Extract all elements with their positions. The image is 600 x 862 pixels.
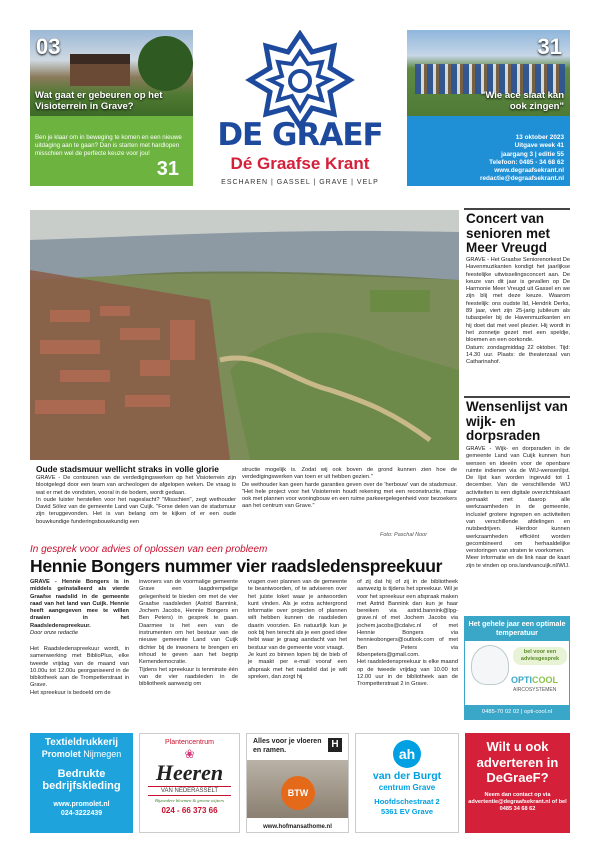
teaser-left-house [70, 54, 130, 86]
teaser-left-page: 03 [36, 34, 61, 59]
edition-phone: Telefoon: 0485 - 34 68 62 [489, 158, 564, 166]
side2-rule [464, 396, 570, 398]
heeren-slogan: Bijzondere bloemen & groene wijzers [154, 798, 225, 803]
edition-date: 13 oktober 2023 [515, 134, 564, 141]
teaser-right[interactable] [407, 30, 570, 116]
logo-places: ESCHAREN | GASSEL | GRAVE | VELP [221, 179, 379, 186]
ad-vanderburgt[interactable] [355, 733, 459, 833]
teaser-right-page: 31 [537, 34, 562, 59]
masthead [200, 30, 400, 200]
logo-wordmark: DE GRAEF [217, 117, 383, 153]
story2-byline: Door onze redactie [30, 630, 79, 636]
side2-body: GRAVE - Wijk- en dorpsraden in de gemeente Land van Cuijk kunnen hun wensen en ideeën voor de openbare ruimte indienen via de WIJ-wensenlijst. De lijst kan worden ingevuld tot 1 december. Van de verschillende WIJ activiteiten is een digitale overzichtskaart gemaakt met daarop alle werkzaamheden in de gemeente, inclusief grotere ingrepen en activiteiten van verschillende afdelingen en nutsbedrijven. Hierdoor kunnen werkzaamheden efficiënt worden gecombineerd om herhaaldelijke verstoringen van straten te voorkomen. Meer informatie en de link naar de kaart zijn te vinden op ons.landvancuijk.nl/WIJ. [466, 446, 570, 569]
story1-headline: Oude stadsmuur wellicht straks in volle glorie [36, 464, 219, 474]
story2-kicker: In gesprek voor advies of oplossen van een probleem [30, 544, 268, 555]
story1-col2: structie mogelijk is. Zodat wij ook boven de grond kunnen zien hoe de verdedigingswerken van toen er uit hebben gezien." De wethouder kan geen harde garanties geven over de 'herbouw' van de stadsmuur. "Het hele project voor het Visioterrein houdt rekening met een reconstructie, maar ook met plannen voor woningbouw en een ruime parkeergelegenheid voor bezoekers aan het centrum van Grave." [242, 467, 458, 510]
opticool-headline: Het gehele jaar een optimale temperatuur [465, 617, 569, 641]
teaser-left-tree [138, 36, 193, 91]
photo-credit: Foto: Paschal Noor [380, 532, 428, 538]
story2-col4: of zij dat hij of zij in de bibliotheek aanwezig is tijdens het spreekuur. Wil je voor het spreekuur een afspraak maken met Astrid Bannink dan kun je haar bereiken via astrid.bannink@lpg-grave.nl of met Jochem Jacobs via jochem.jacobs@cdalvc.nl of met Hennie Bongers via hennieobongers@outlook.com of met Ben Peters via ikbenpeters@gmail.com. Het raadsledenspreekuur is elke maand op de tweede vrijdag van 10.00 tot 12.00 uur in de bibliotheek aan de Trompetterstraat 2 in Grave. [357, 579, 458, 688]
teaser-left-title: Wat gaat er gebeuren op het Visioterrein in Grave? [35, 90, 163, 112]
promolet-line2: Bedrukte bedrijfskleding [42, 768, 121, 792]
heeren-place: VAN NEDERASSELT [148, 786, 231, 796]
ad-adverteren[interactable] [465, 733, 570, 833]
advert-contact: Neem dan contact op via advertentie@degraafsekrant.nl of bel 0485 34 68 62 [468, 791, 567, 813]
story2-col1-body: Het Raadsledenspreekuur wordt, in samenwerking met BiblioPlus, elke tweede vrijdag van de maand van 10.00u tot 12.00u georganiseerd in de bibliotheek aan de Trompetterstraat in Grave. Het spreekuur is bedoeld om de [30, 646, 129, 696]
hofman-badge: BTW [281, 776, 315, 810]
side1-body: GRAVE - Het Graafse Seniorenorkest De Havenmuzikanten kondigt het jaarlijkse feestelijke uitwisselingsconcert aan. De keuze van dit jaar is gevallen op De Harmonie Meer Vreugd uit Gassel en we zijn blij met deze keuze. Waarom feestelijk: ons oudste lid, Hendrik Derks, 89 jaar, viert zijn 25-jarig jubileum als tubaspeler bij de Havenmuzikanten en hij doet dat met veel plezier. Hij wordt in het zonnetje gezet met een speldje, bloemen en een oorkonde. Datum: zondagmiddag 22 oktober. Tijd: 14.30 uur. Plaats: de theaterzaal van Catharinahof. [466, 257, 570, 366]
ad-hofman[interactable] [246, 733, 349, 833]
teaser-running-page: 31 [156, 158, 179, 180]
opticool-ad[interactable] [464, 616, 570, 720]
burgt-street: Hoofdschestraat 2 [374, 797, 440, 806]
story2-headline: Hennie Bongers nummer vier raadsledenspreekuur [30, 556, 443, 576]
side2-headline: Wensenlijst van wijk- en dorpsraden [466, 399, 568, 443]
story2-col2: inwoners van de voormalige gemeente Grave een laagdrempelige gelegenheid te bieden om met de vier Graafse raadsleden (Astrid Bannink, Jochem Jacobs, Hennie Bongers en Ben Peters) in gesprek te gaan. Daarmee is het een van de instrumenten om het bestuur van de nieuwe gemeente Land van Cuijk dichter bij de inwoners te brengen en inhoud te geven aan het begrip Kemendemocratie. Tijdens het spreekuur is tenminste één van de vier raadsleden in de bibliotheek aanwezig om [139, 579, 238, 688]
story1-col1: GRAVE - De contouren van de verdedigingswerken op het Visioterrein zijn blootgelegd door een team van archeologen de afgelopen weken. De vraag is wat er met de vondsten, vooral in de bodem, wordt gedaan. In oude luister herstellen voor het nageslacht? "Misschien", zegt wethouder David Sölez van de gemeente Land van Cuijk. "Forse delen van de stadsmuur zijn teruggevonden. Het is van belang om te kijken of er een oude bouwkundige funderingsbouwkundig een [36, 475, 236, 525]
aerial-photo-illustration [30, 210, 459, 460]
teaser-left[interactable] [30, 30, 193, 116]
heeren-brand: Heeren [155, 760, 224, 785]
heeren-top: Plantencentrum [164, 739, 215, 746]
edition-info [407, 116, 570, 186]
side1-rule [464, 208, 570, 210]
opticool-brand1: OPTI [511, 675, 533, 685]
burgt-sub: centrum Grave [378, 783, 436, 792]
logo-tagline: Dé Graafse Krant [230, 154, 370, 173]
opticool-brand [511, 675, 558, 685]
edition-email: redactie@degraafsekrant.nl [479, 175, 564, 183]
promolet-brand: Promolet [41, 749, 81, 759]
burgt-city: 5361 EV Grave [380, 807, 434, 816]
star-logo-icon [240, 30, 360, 130]
teaser-right-title: "Wie ace slaat kan ook zingen" [480, 90, 564, 112]
heeren-phone: 024 - 66 373 66 [161, 806, 218, 815]
story2-col1-lead: GRAVE - Hennie Bongers is in middels geïnstalleerd als vierde Graafse raadslid in de gemeente raad van het land van Cuijk. Hennie heeft aangegeven mee te willen draaien in het Raadsledenspreekuur. [30, 579, 129, 629]
ad-heeren[interactable] [139, 733, 240, 833]
bear-icon [471, 645, 509, 685]
ad-promolet[interactable] [30, 733, 133, 833]
hofman-logo-icon: H [328, 738, 342, 752]
promolet-city: Nijmegen [83, 749, 122, 759]
edition-website: www.degraafsekrant.nl [494, 167, 564, 175]
promolet-web: www.promolet.nl [53, 801, 110, 808]
ah-logo-icon: ah [393, 740, 421, 768]
opticool-brand2: COOL [532, 675, 559, 685]
advert-headline: Wilt u ook adverteren in DeGraeF? [476, 739, 559, 785]
hofman-headline: Alles voor je vloeren en ramen. [253, 738, 322, 754]
teaser-running[interactable] [30, 116, 193, 186]
story2-col3: vragen over plannen van de gemeente te beantwoorden, of te adviseren over het juiste loket waar je antwoorden kunt vinden. Als je extra achtergrond informatie over projecten of plannen wilt hebben kunnen de raadsleden daarin voorzien. En natuurlijk kun je ook bij hen terecht als je een goed idee hebt waar je graag aandacht van het bestuur van de gemeente voor vraagt. Je kunt zo binnen lopen bij de bieb of je maakt per e-mail vooraf een afspraak met het raadslid dat je wilt spreken, dan zorgt hij [248, 579, 347, 680]
promolet-phone: 024-3222439 [60, 810, 103, 817]
edition-week: Uitgave week 41 [514, 142, 564, 150]
promolet-line1: Textieldrukkerij [44, 737, 119, 748]
edition-volume: jaargang 3 | editie 55 [501, 150, 564, 158]
flower-icon: ❀ [184, 747, 195, 761]
opticool-footer: 0485-70 02 02 | opti-cool.nl [465, 705, 569, 719]
hofman-web: www.hofmansathome.nl [263, 824, 332, 830]
side1-headline: Concert van senioren met Meer Vreugd [466, 211, 551, 255]
opticool-sub: AIRCOSYSTEMEN [513, 687, 557, 693]
opticool-bubble: bel voor een adviesgesprek [513, 647, 567, 665]
burgt-name: van der Burgt [372, 770, 442, 782]
teaser-running-text: Ben je klaar om in beweging te komen en een nieuwe uitdaging aan te gaan? Dan is starten met hardlopen misschien wel de perfecte keuze voor jou! [35, 134, 182, 158]
aerial-photo [30, 210, 459, 460]
